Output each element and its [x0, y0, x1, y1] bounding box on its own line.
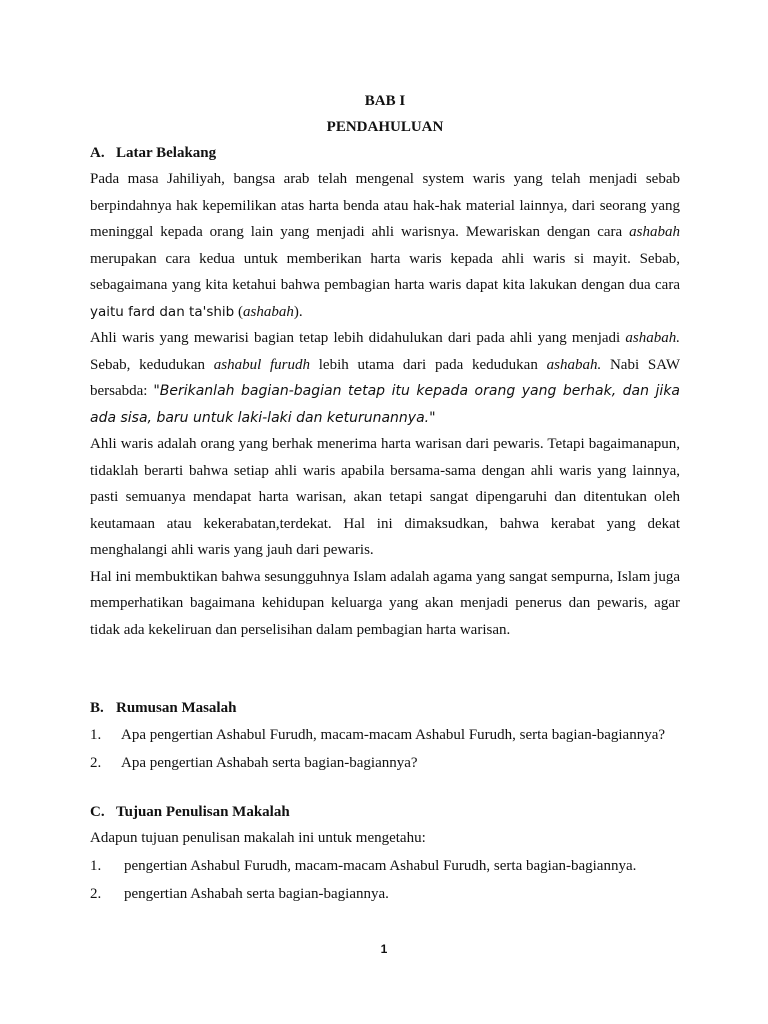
section-title: Tujuan Penulisan Makalah — [116, 804, 290, 820]
paragraph — [90, 166, 680, 325]
styled-term: yaitu fard dan ta'shib — [90, 303, 235, 320]
section-letter: A. — [90, 145, 105, 161]
paragraph — [90, 325, 680, 431]
paragraph: Hal ini membuktikan bahwa sesungguhnya Islam adalah agama yang sangat sempurna, Islam juga memperhatikan bagaimana kehidupan keluarga yang akan menjadi penerus dan pewaris, agar tidak ada kekeliruan dan perselisihan dalam pembagian harta warisan. — [90, 568, 680, 638]
chapter-title: PENDAHULUAN — [326, 119, 444, 135]
section-heading — [90, 799, 680, 825]
list-number: 2. — [90, 885, 102, 902]
list-number: 1. — [90, 857, 102, 874]
paragraph: Ahli waris adalah orang yang berhak menerima harta warisan dari pewaris. Tetapi bagaimanapun, tidaklah berarti bahwa setiap ahli waris apabila bersama-sama dengan ahli waris yang lainnya, pasti semuanya mendapat harta warisan, akan tetapi sangat dipengaruhi dan ditentukan oleh keutamaan atau kekerabatan,terdekat. Hal ini dimaksudkan, bahwa kerabat yang dekat menghalangi ahli waris yang jauh dari pewaris. — [90, 436, 680, 558]
document-page — [90, 88, 680, 908]
list-text: Apa pengertian Ashabah serta bagian-bagiannya? — [121, 755, 418, 771]
list-text: pengertian Ashabul Furudh, macam-macam Ashabul Furudh, serta bagian-bagiannya. — [124, 857, 637, 874]
section-heading — [90, 140, 680, 166]
numbered-list — [90, 852, 680, 908]
italic-term: ashabah. — [625, 330, 680, 346]
section-latar-belakang — [90, 140, 680, 643]
spacer — [90, 643, 680, 695]
italic-term: ashabah — [242, 303, 294, 320]
list-number: 2. — [90, 755, 102, 771]
list-item — [90, 749, 680, 777]
section-letter: B. — [90, 700, 104, 716]
section-letter: C. — [90, 804, 105, 820]
italic-term: ashabah — [629, 224, 680, 240]
paragraph-text: ). — [293, 303, 303, 320]
spacer — [90, 777, 680, 799]
list-text: Apa pengertian Ashabul Furudh, macam-macam Ashabul Furudh, serta bagian-bagiannya? — [121, 727, 666, 743]
paragraph-text: Pada masa Jahiliyah, bangsa arab telah mengenal system waris yang telah menjadi sebab berpindahnya hak kepemilikan atas harta benda atau hak-hak material lainnya, dari seorang yang meninggal kepada orang lain yang menjadi ahli warisnya. Mewariskan dengan cara — [90, 171, 680, 240]
paragraph-text: merupakan cara kedua untuk memberikan harta waris kepada ahli waris si mayit. Sebab, sebagaimana yang kita ketahui bahwa pembagian harta waris dapat kita lakukan dengan dua cara — [90, 250, 680, 293]
numbered-list — [90, 721, 680, 777]
page-number: 1 — [380, 942, 388, 956]
paragraph-text: lebih utama dari pada kedudukan — [310, 356, 547, 373]
section-tujuan-penulisan — [90, 799, 680, 908]
paragraph-text: ( — [234, 303, 243, 320]
paragraph-text: Sebab, kedudukan — [90, 356, 214, 373]
section-title: Latar Belakang — [116, 145, 217, 161]
list-item — [90, 852, 680, 880]
section-rumusan-masalah — [90, 695, 680, 777]
italic-term: ashabah. — [546, 356, 602, 373]
italic-term: ashabul furudh — [213, 356, 310, 373]
paragraph-text: Ahli waris yang mewarisi bagian tetap lebih didahulukan dari pada ahli yang menjadi — [90, 330, 626, 346]
paragraph: Adapun tujuan penulisan makalah ini untuk mengetahu: — [90, 830, 426, 846]
chapter-label: BAB I — [364, 93, 406, 109]
hadith-quote: "Berikanlah bagian-bagian tetap itu kepada orang yang berhak, dan jika ada sisa, baru untuk laki-laki dan keturunannya." — [90, 383, 681, 426]
section-title: Rumusan Masalah — [116, 700, 237, 716]
list-number: 1. — [90, 727, 102, 743]
paragraph-text: Nabi SAW bersabda: — [90, 356, 680, 399]
list-item — [90, 721, 680, 749]
list-text: pengertian Ashabah serta bagian-bagiannya. — [124, 885, 389, 902]
list-item — [90, 880, 680, 908]
section-heading — [90, 695, 680, 721]
